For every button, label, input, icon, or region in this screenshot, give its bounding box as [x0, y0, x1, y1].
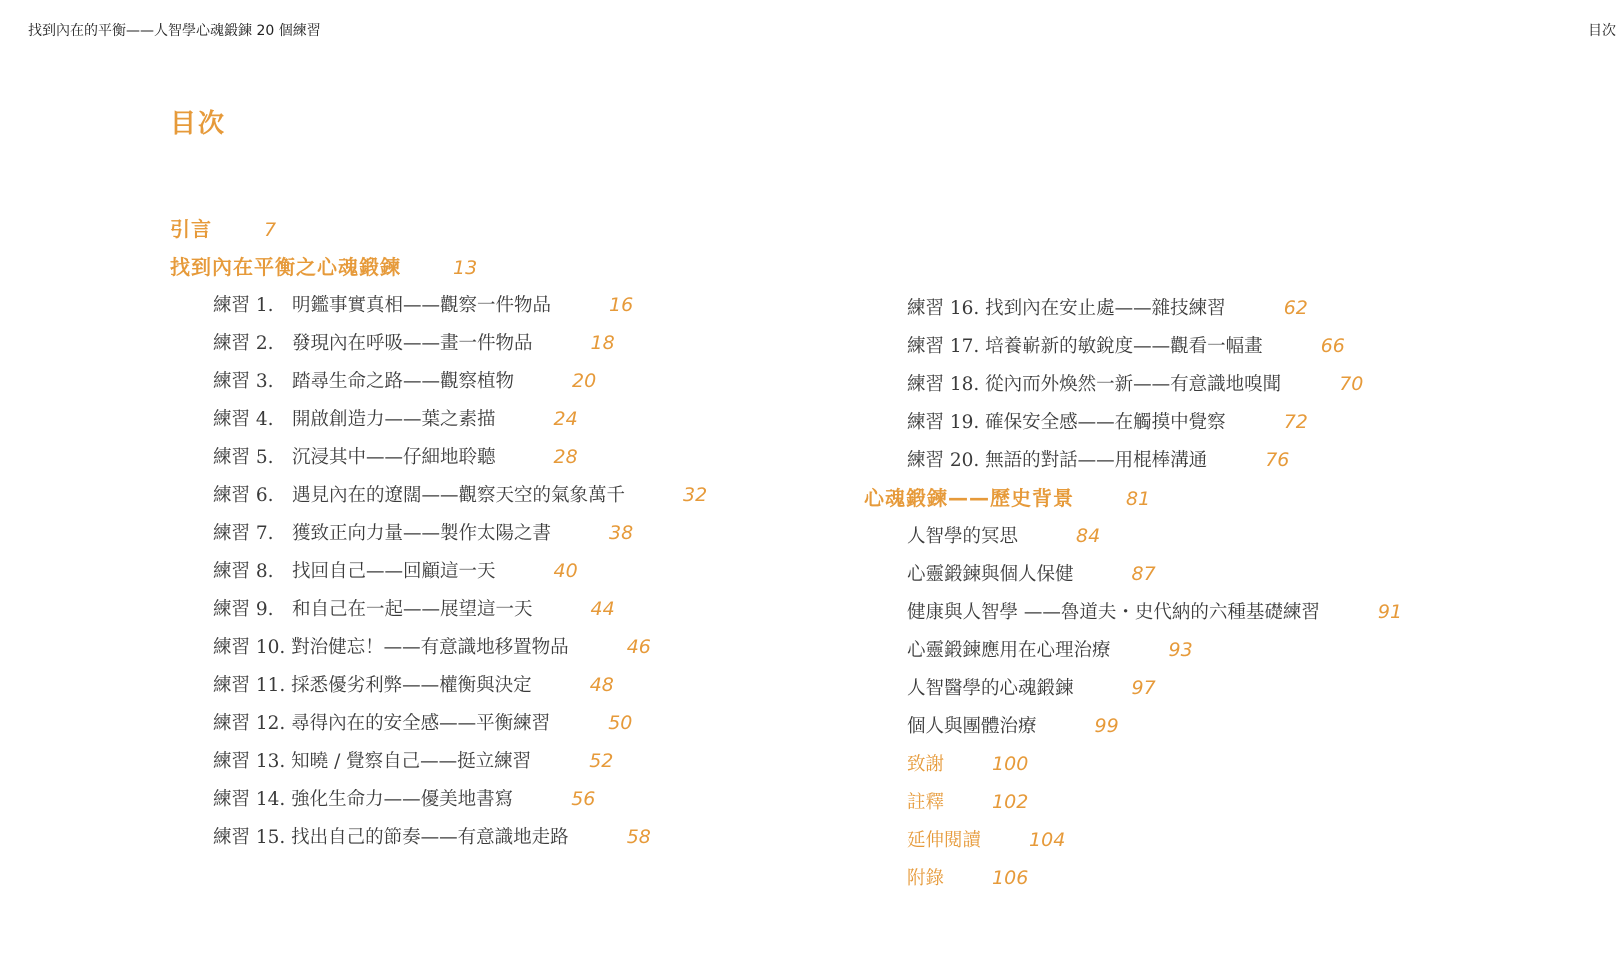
toc-entry-label: 練習 17. 培養嶄新的敏銳度——觀看一幅畫 [907, 336, 1263, 357]
toc-page-number: 38 [609, 522, 634, 544]
toc-entry-label: 練習 13. 知曉 / 覺察自己——挺立練習 [213, 751, 532, 772]
toc-left-column [170, 210, 707, 856]
toc-entry-label: 個人與團體治療 [907, 716, 1037, 737]
toc-entry-sub[interactable] [864, 555, 1402, 593]
toc-entry-section[interactable] [170, 210, 707, 248]
toc-page-number: 28 [553, 446, 578, 468]
toc-entry-appendix[interactable] [864, 859, 1402, 897]
toc-page-number: 50 [608, 712, 633, 734]
toc-entry-exercise[interactable] [864, 289, 1402, 327]
toc-page-number: 48 [589, 674, 614, 696]
toc-entry-exercise[interactable] [864, 365, 1402, 403]
toc-page-number: 100 [992, 753, 1029, 775]
toc-entry-label: 找到內在平衡之心魂鍛鍊 [170, 255, 401, 279]
toc-entry-exercise[interactable] [864, 403, 1402, 441]
toc-entry-label: 練習 14. 強化生命力——優美地書寫 [213, 789, 514, 810]
toc-entry-exercise[interactable] [864, 441, 1402, 479]
toc-entry-appendix[interactable] [864, 783, 1402, 821]
toc-entry-sub[interactable] [864, 707, 1402, 745]
toc-entry-sub[interactable] [864, 631, 1402, 669]
toc-entry-appendix[interactable] [864, 821, 1402, 859]
toc-entry-label: 練習 8. 找回自己——回顧這一天 [213, 561, 496, 582]
toc-entry-label: 練習 7. 獲致正向力量——製作太陽之書 [213, 523, 552, 544]
toc-page-number: 70 [1339, 373, 1364, 395]
toc-entry-label: 心魂鍛鍊——歷史背景 [864, 486, 1074, 510]
toc-entry-exercise[interactable] [864, 327, 1402, 365]
toc-right-column [864, 289, 1402, 897]
toc-entry-label: 練習 4. 開啟創造力——葉之素描 [213, 409, 496, 430]
toc-page-number: 102 [992, 791, 1029, 813]
toc-page-number: 106 [992, 867, 1029, 889]
toc-page-number: 76 [1265, 449, 1290, 471]
toc-page-number: 20 [572, 370, 597, 392]
toc-entry-label: 練習 1. 明鑑事實真相——觀察一件物品 [213, 295, 552, 316]
toc-page-number: 16 [609, 294, 634, 316]
toc-entry-exercise[interactable] [170, 400, 707, 438]
toc-entry-label: 練習 20. 無語的對話——用棍棒溝通 [907, 450, 1208, 471]
toc-entry-exercise[interactable] [170, 362, 707, 400]
toc-entry-label: 延伸閱讀 [907, 830, 982, 851]
toc-entry-label: 註釋 [907, 792, 945, 813]
toc-entry-label: 練習 5. 沉浸其中——仔細地聆聽 [213, 447, 496, 468]
toc-entry-label: 練習 15. 找出自己的節奏——有意識地走路 [213, 827, 569, 848]
toc-entry-label: 心靈鍛鍊應用在心理治療 [907, 640, 1111, 661]
toc-page-number: 81 [1126, 488, 1151, 510]
toc-entry-exercise[interactable] [170, 704, 707, 742]
toc-page-number: 62 [1283, 297, 1308, 319]
toc-page-number: 24 [553, 408, 578, 430]
toc-page-number: 44 [590, 598, 615, 620]
running-header [28, 20, 1616, 42]
toc-entry-label: 引言 [170, 217, 212, 241]
toc-entry-label: 致謝 [907, 754, 945, 775]
toc-entry-exercise[interactable] [170, 666, 707, 704]
toc-page-number: 52 [589, 750, 614, 772]
toc-entry-exercise[interactable] [170, 628, 707, 666]
toc-page-number: 40 [553, 560, 578, 582]
toc-entry-sub[interactable] [864, 517, 1402, 555]
toc-entry-label: 練習 10. 對治健忘！——有意識地移置物品 [213, 637, 569, 658]
toc-entry-label: 練習 16. 找到內在安止處——雜技練習 [907, 298, 1226, 319]
toc-page-number: 46 [626, 636, 651, 658]
toc-entry-sub[interactable] [864, 669, 1402, 707]
toc-entry-label: 練習 12. 尋得內在的安全感——平衡練習 [213, 713, 551, 734]
toc-entry-label: 練習 2. 發現內在呼吸——畫一件物品 [213, 333, 533, 354]
toc-entry-appendix[interactable] [864, 745, 1402, 783]
toc-page-number: 104 [1029, 829, 1066, 851]
toc-entry-label: 人智醫學的心魂鍛鍊 [907, 678, 1074, 699]
toc-page-number: 84 [1076, 525, 1101, 547]
toc-page-number: 87 [1131, 563, 1156, 585]
book-title: 找到內在的平衡——人智學心魂鍛鍊 20 個練習 [28, 23, 321, 39]
toc-entry-label: 練習 19. 確保安全感——在觸摸中覺察 [907, 412, 1226, 433]
toc-entry-label: 練習 18. 從內而外煥然一新——有意識地嗅聞 [907, 374, 1282, 395]
toc-page-number: 7 [264, 219, 277, 241]
toc-entry-section[interactable] [170, 248, 707, 286]
toc-entry-exercise[interactable] [170, 590, 707, 628]
toc-entry-exercise[interactable] [170, 286, 707, 324]
toc-entry-label: 人智學的冥思 [907, 526, 1019, 547]
toc-page-number: 72 [1283, 411, 1308, 433]
toc-entry-label: 健康與人智學 ——魯道夫・史代納的六種基礎練習 [907, 602, 1320, 623]
toc-page-number: 18 [590, 332, 615, 354]
toc-entry-label: 附錄 [907, 868, 945, 889]
toc-entry-exercise[interactable] [170, 818, 707, 856]
toc-entry-exercise[interactable] [170, 780, 707, 818]
toc-page-number: 32 [683, 484, 708, 506]
toc-entry-exercise[interactable] [170, 552, 707, 590]
toc-entry-sub[interactable] [864, 593, 1402, 631]
toc-entry-label: 練習 6. 遇見內在的遼闊——觀察天空的氣象萬千 [213, 485, 626, 506]
toc-entry-label: 練習 11. 採悉優劣利弊——權衡與決定 [213, 675, 532, 696]
toc-entry-label: 練習 3. 踏尋生命之路——觀察植物 [213, 371, 515, 392]
toc-entry-exercise[interactable] [170, 742, 707, 780]
toc-page-number: 58 [626, 826, 651, 848]
toc-page-number: 56 [571, 788, 596, 810]
toc-page-number: 97 [1131, 677, 1156, 699]
toc-page-number: 91 [1377, 601, 1403, 623]
toc-page-number: 99 [1094, 715, 1119, 737]
toc-entry-label: 心靈鍛鍊與個人保健 [907, 564, 1074, 585]
toc-entry-exercise[interactable] [170, 324, 707, 362]
toc-title: 目次 [170, 109, 227, 139]
toc-entry-section[interactable] [864, 479, 1402, 517]
section-label: 目次 [1588, 23, 1616, 39]
toc-page-number: 66 [1320, 335, 1345, 357]
toc-entry-exercise[interactable] [170, 514, 707, 552]
toc-entry-exercise[interactable] [170, 438, 707, 476]
toc-page-number: 93 [1168, 639, 1193, 661]
toc-page-number: 13 [453, 257, 478, 279]
toc-entry-exercise[interactable] [170, 476, 707, 514]
toc-entry-label: 練習 9. 和自己在一起——展望這一天 [213, 599, 533, 620]
